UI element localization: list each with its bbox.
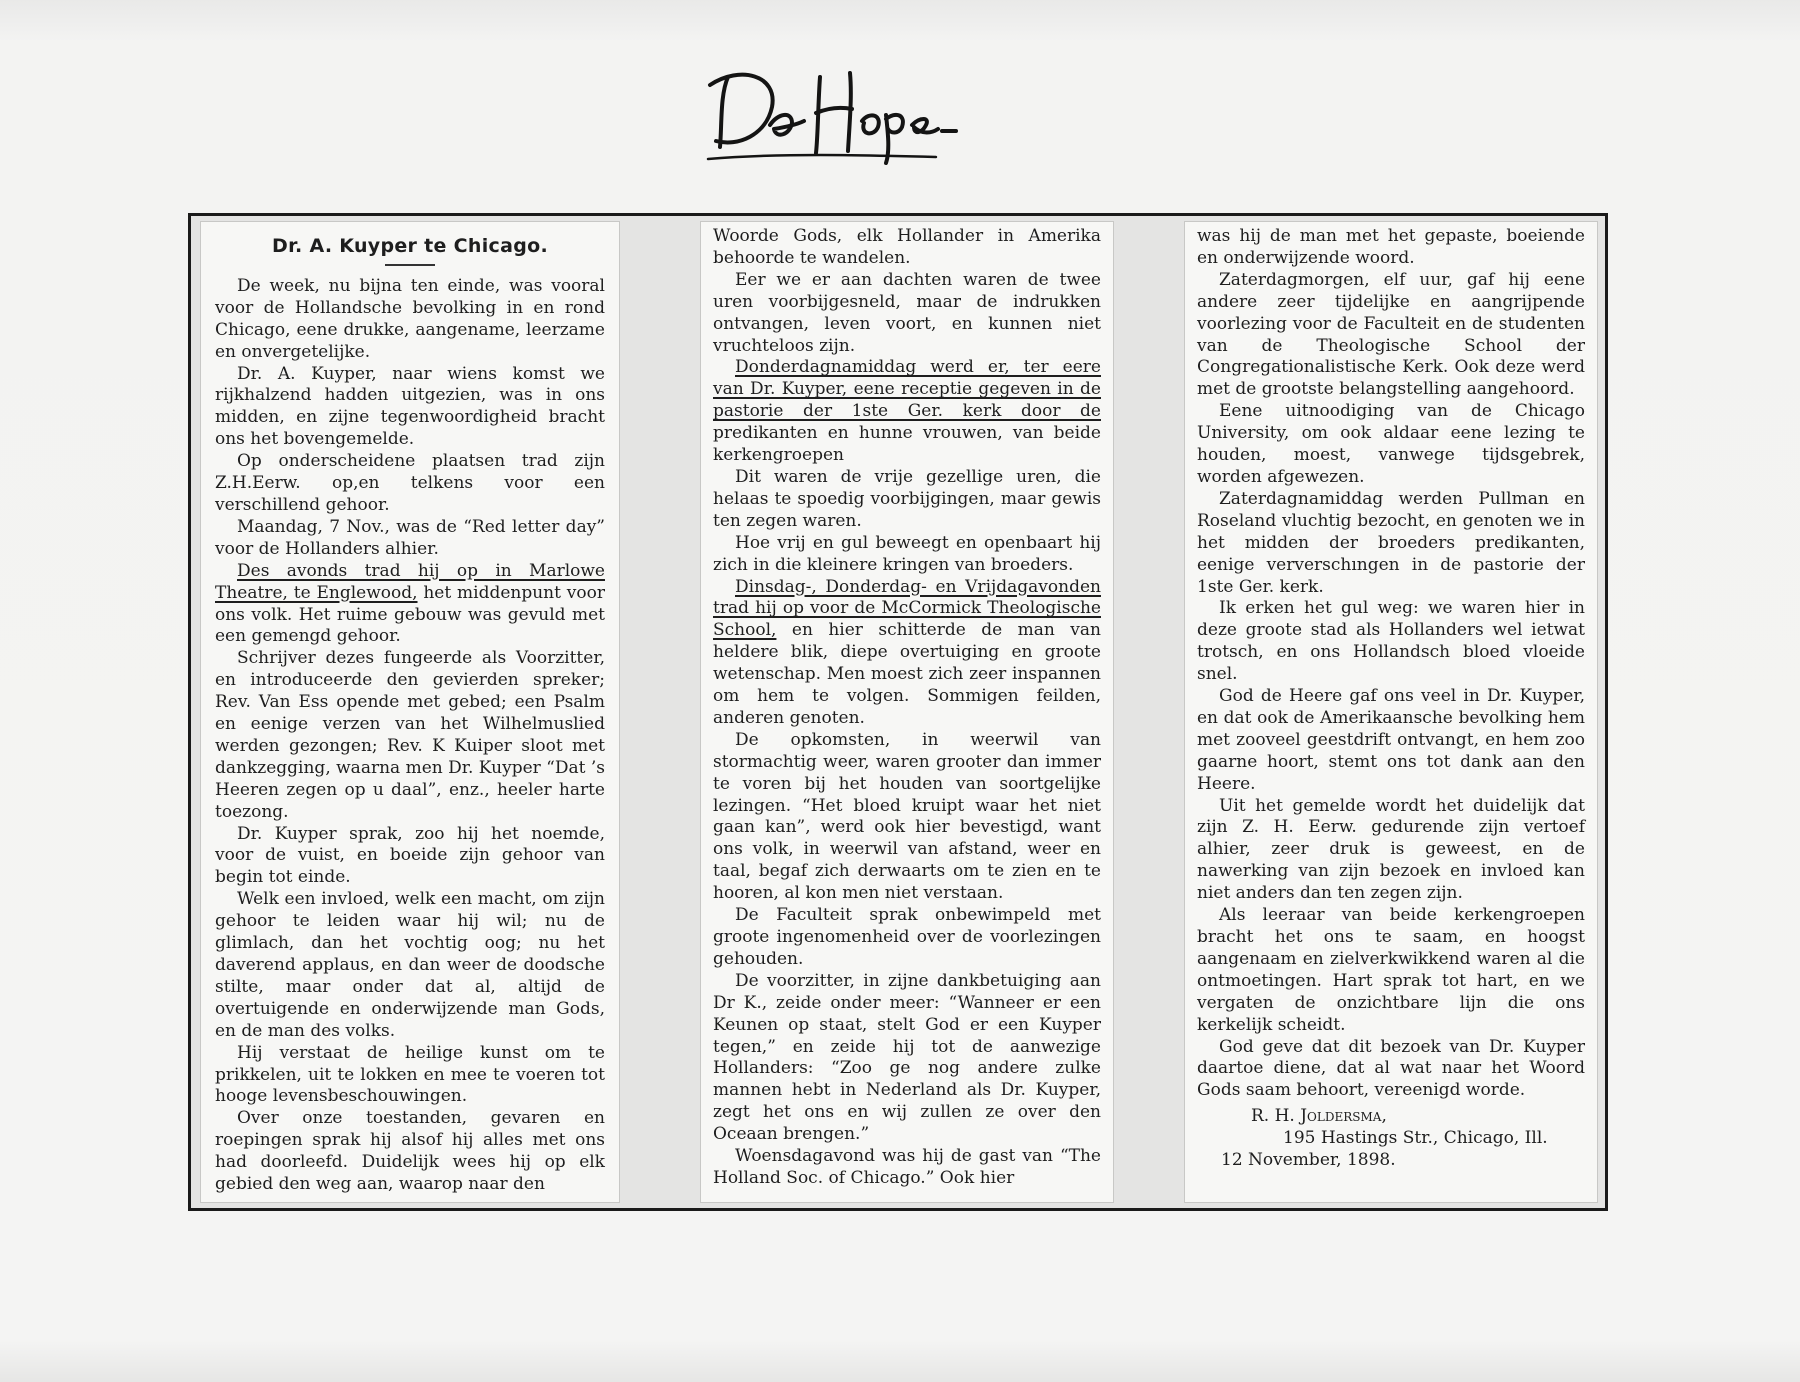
article-paragraph <box>1197 686 1585 796</box>
paragraph-text: Hoe vrij en gul beweegt en openbaart hij zich in die kleinere kringen van broeders. <box>713 532 1101 575</box>
article-paragraph <box>713 1146 1101 1190</box>
paragraph-text: Dr. Kuyper sprak, zoo hij het noemde, voor de vuist, en boeide zijn gehoor van begin tot einde. <box>215 823 605 888</box>
article-paragraph <box>215 276 605 364</box>
underlined-passage: Des avonds trad hij op in Marlowe Theatre, te Englewood, <box>215 560 605 603</box>
paragraph-text: en hier schitterde de man van heldere blik, diepe overtuiging en groote wetenschap. Men moest zich zeer inspannen om hem te volgen. Sommigen feilden, anderen genoten. <box>713 620 1101 728</box>
article-date: 12 November, 1898. <box>1221 1150 1396 1171</box>
article-paragraph <box>713 226 1101 270</box>
paragraph-text: God de Heere gaf ons veel in Dr. Kuyper, en dat ook de Amerikaansche bevolking hem met zooveel geestdrift ontvangt, en hem zoo gaarne hoort, stemt ons tot dank aan den Heere. <box>1197 686 1585 794</box>
paragraph-text: De Faculteit sprak onbewimpeld met groote ingenomenheid over de voorlezingen gehouden. <box>713 905 1101 969</box>
article-paragraph <box>215 517 605 561</box>
author-name: R. H. Joldersma, <box>1251 1106 1387 1127</box>
paragraph-text: Over onze toestanden, gevaren en roepingen sprak hij alsof hij alles met ons had doorleefd. Duidelijk wees hij op elk gebied den weg aan, waarop naar den <box>215 1108 605 1195</box>
article-paragraph <box>1197 270 1585 401</box>
paragraph-text: Dit waren de vrije gezellige uren, die helaas te spoedig voorbijgingen, maar gewis ten zegen waren. <box>713 466 1101 531</box>
column-2-text <box>713 226 1101 1190</box>
article-paragraph <box>713 577 1101 730</box>
paragraph-text: was hij de man met het gepaste, boeiende en onderwijzende woord. <box>1197 226 1585 268</box>
paragraph-text: Ik erken het gul weg: we waren hier in deze groote stad als Hollanders wel ietwat trotsch, en ons Hollandsch bloed vloeide snel. <box>1197 598 1585 685</box>
paragraph-text: predikanten en hunne vrouwen, van beide kerkengroepen <box>713 423 1101 466</box>
paragraph-text: Schrijver dezes fungeerde als Voorzitter, en introduceerde den gevierden spreker; Rev. Van Ess opende met gebed; een Psalm en eenige verzen van het Wilhelmuslied werden gezongen; Rev. K Kuiper sloot met dankzegging, waarna men Dr. Kuyper “Dat ’s Heeren zegen op u daal”, enz., heeler harte toezong. <box>215 648 605 822</box>
paragraph-text: Dr. A. Kuyper, naar wiens komst we rijkhalzend hadden uitgezien, was in ons midden, en zijne tegenwoordigheid bracht ons het bovengemelde. <box>215 363 605 450</box>
article-paragraph <box>1197 796 1585 906</box>
underlined-passage: Donderdagnamiddag werd er, ter eere van Dr. Kuyper, eene receptie gegeven in de pastorie der 1ste Ger. kerk door de <box>713 357 1101 422</box>
author-address: 195 Hastings Str., Chicago, Ill. <box>1283 1128 1548 1149</box>
paragraph-text: God geve dat dit bezoek van Dr. Kuyper daartoe diene, dat al wat naar het Woord Gods saam behoort, vereenigd worde. <box>1197 1036 1585 1101</box>
paragraph-text: De voorzitter, in zijne dankbetuiging aan Dr K., zeide onder meer: “Wanneer er een Keunen op staat, stelt God er een Kuyper tegen,” en zeide hij tot de aanwezige Hollanders: “Zoo ge nog andere zulke mannen hebt in Nederland als Dr. Kuyper, zegt het ons en wij zullen ze over den Oceaan brengen.” <box>713 970 1101 1145</box>
article-paragraph <box>713 730 1101 905</box>
article-paragraph <box>713 357 1101 467</box>
article-paragraph <box>713 971 1101 1146</box>
article-paragraph <box>215 561 605 649</box>
article-title: Dr. A. Kuyper te Chicago. <box>272 235 548 257</box>
paragraph-text: De opkomsten, in weerwil van stormachtig weer, waren grooter dan immer te voren bij het houden van soortgelijke lezingen. “Het bloed kruipt waar het niet gaan kan”, werd ook hier bevestigd, want ons volk, in weerwil van afstand, weer en taal, begaf zich derwaarts om te zien en te hooren, al kon men niet verstaan. <box>713 729 1101 904</box>
paragraph-text: Uit het gemelde wordt het duidelijk dat zijn Z. H. Eerw. gedurende zijn vertoef alhier, zeer druk is geweest, en de nawerking van zijn bezoek en invloed kan niet anders dan ten zegen zijn. <box>1197 795 1585 904</box>
paragraph-text: Woorde Gods, elk Hollander in Amerika behoorde te wandelen. <box>713 226 1101 268</box>
paragraph-text: Zaterdagmorgen, elf uur, gaf hij eene andere zeer tijdelijke en aangrijpende voorlezing voor de Faculteit en de studenten van de Theologische School der Congregationalistische Kerk. Ook deze werd met de grootste belangstelling aangehoord. <box>1197 269 1585 400</box>
handwritten-title-script <box>700 55 960 165</box>
article-paragraph <box>1197 401 1585 489</box>
paragraph-text: Op onderscheidene plaatsen trad zijn Z.H.Eerw. op,en telkens voor een verschillend gehoor. <box>215 451 605 515</box>
article-paragraph <box>215 648 605 823</box>
article-paragraph <box>215 1043 605 1109</box>
article-paragraph <box>713 467 1101 533</box>
paragraph-text: Woensdagavond was hij de gast van “The Holland Soc. of Chicago.” Ook hier <box>713 1146 1101 1188</box>
article-paragraph <box>1197 905 1585 1036</box>
article-paragraph <box>215 364 605 452</box>
article-paragraph <box>713 905 1101 971</box>
article-column-1 <box>201 222 619 1202</box>
article-column-2 <box>701 222 1113 1202</box>
article-paragraph <box>1197 1037 1585 1103</box>
article-paragraph <box>215 451 605 517</box>
paragraph-text: De week, nu bijna ten einde, was vooral voor de Hollandsche bevolking in en rond Chicago, eene drukke, aangename, leerzame en onvergetelijke. <box>215 275 605 362</box>
paragraph-text: Zaterdagnamiddag werden Pullman en Roseland vluchtig bezocht, en genoten we in het midden der broeders predikanten, eenige ververschıngen in de pastorie der 1ste Ger. kerk. <box>1197 488 1585 597</box>
column-1-text <box>215 276 605 1196</box>
article-paragraph <box>1197 226 1585 270</box>
article-paragraph <box>713 270 1101 358</box>
article-paragraph <box>215 824 605 890</box>
article-paragraph <box>713 533 1101 577</box>
handwritten-title <box>700 55 960 165</box>
newspaper-clipping <box>188 213 1608 1211</box>
article-paragraph <box>215 1108 605 1196</box>
underlined-passage: Dinsdag-, Donderdag- en Vrijdagavonden trad hij op voor de McCormick Theologische School, <box>713 576 1101 641</box>
article-paragraph <box>215 889 605 1042</box>
article-column-3 <box>1185 222 1597 1202</box>
column-3-text <box>1197 226 1585 1102</box>
paragraph-text: het middenpunt voor ons volk. Het ruime gebouw was gevuld met een gemengd gehoor. <box>215 582 605 647</box>
paragraph-text: Eer we er aan dachten waren de twee uren voorbijgesneld, maar de indrukken ontvangen, leven voort, en kunnen niet vruchteloos zijn. <box>713 269 1101 356</box>
article-paragraph <box>1197 489 1585 599</box>
title-rule <box>385 264 435 266</box>
signature-block <box>1197 1106 1585 1172</box>
paragraph-text: Als leeraar van beide kerkengroepen bracht het ons te saam, en hoogst aangenaam en zielverkwikkend waren al die ontmoetingen. Hart sprak tot hart, en we vergaten de onzichtbare lijn die ons kerkelijk scheidt. <box>1197 905 1585 1035</box>
paragraph-text: Hij verstaat de heilige kunst om te prikkelen, uit te lokken en mee te voeren tot hooge levensbeschouwingen. <box>215 1042 605 1107</box>
paragraph-text: Welk een invloed, welk een macht, om zijn gehoor te leiden waar hij wil; nu de glimlach, dan het vochtig oog; nu het daverend applaus, en dan weer de doodsche stilte, maar onder dat al, altijd de overtuigende en onderwijzende man Gods, en de man des volks. <box>215 889 605 1041</box>
paragraph-text: Eene uitnoodiging van de Chicago University, om ook aldaar eene lezing te houden, moest, vanwege tijdsgebrek, worden afgewezen. <box>1197 401 1585 487</box>
paragraph-text: Maandag, 7 Nov., was de “Red letter day” voor de Hollanders alhier. <box>215 516 605 559</box>
article-paragraph <box>1197 598 1585 686</box>
